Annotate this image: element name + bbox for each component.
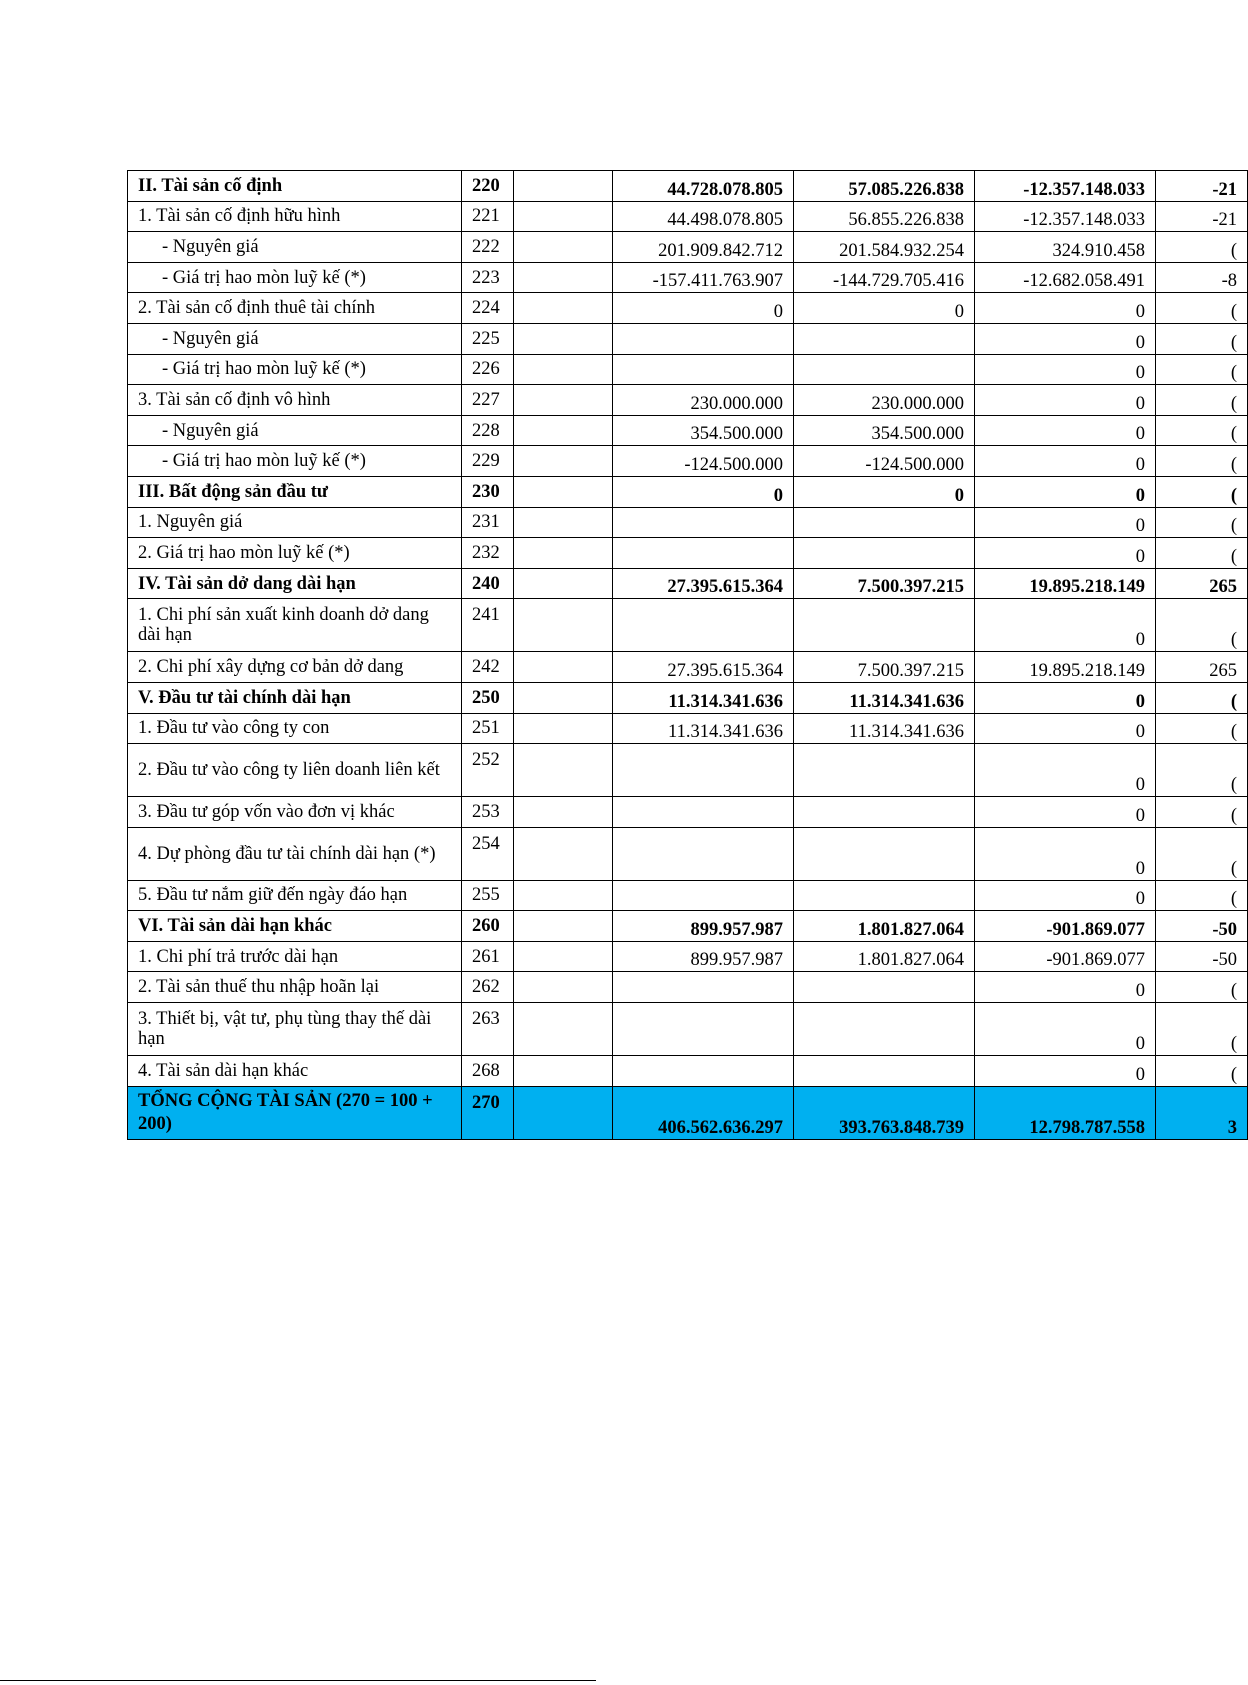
value-col-3: 19.895.218.149: [975, 568, 1156, 599]
row-code: 231: [462, 507, 514, 538]
value-col-3: 0: [975, 354, 1156, 385]
value-col-1: [613, 323, 794, 354]
value-col-4: (: [1156, 827, 1248, 880]
table-row: [128, 507, 1248, 538]
table-row: [128, 476, 1248, 507]
row-note: [514, 682, 613, 713]
value-col-1: [613, 1056, 794, 1087]
row-label: 4. Dự phòng đầu tư tài chính dài hạn (*): [128, 827, 462, 880]
value-col-1: [613, 880, 794, 911]
value-col-4: (: [1156, 713, 1248, 744]
row-label: III. Bất động sản đầu tư: [128, 476, 462, 507]
value-col-4: (: [1156, 880, 1248, 911]
value-col-2: 1.801.827.064: [794, 941, 975, 972]
value-col-2: 11.314.341.636: [794, 713, 975, 744]
table-row: [128, 744, 1248, 797]
table-row: [128, 1086, 1248, 1139]
row-label: - Nguyên giá: [128, 415, 462, 446]
value-col-2: 56.855.226.838: [794, 201, 975, 232]
table-row: [128, 652, 1248, 683]
row-code: 232: [462, 538, 514, 569]
value-col-4: (: [1156, 232, 1248, 263]
row-label: TỔNG CỘNG TÀI SẢN (270 = 100 + 200): [128, 1086, 462, 1139]
row-note: [514, 354, 613, 385]
row-label: 4. Tài sản dài hạn khác: [128, 1056, 462, 1087]
value-col-4: (: [1156, 476, 1248, 507]
row-label: 1. Chi phí sản xuất kinh doanh dở dang dài hạn: [128, 599, 462, 652]
row-label: 5. Đầu tư nắm giữ đến ngày đáo hạn: [128, 880, 462, 911]
value-col-3: 0: [975, 385, 1156, 416]
value-col-3: 0: [975, 744, 1156, 797]
row-note: [514, 1056, 613, 1087]
row-code: 255: [462, 880, 514, 911]
row-note: [514, 941, 613, 972]
value-col-2: 201.584.932.254: [794, 232, 975, 263]
row-code: 223: [462, 262, 514, 293]
row-code: 262: [462, 972, 514, 1003]
row-note: [514, 1086, 613, 1139]
balance-sheet: [127, 170, 1237, 1138]
row-note: [514, 446, 613, 477]
value-col-2: [794, 538, 975, 569]
row-note: [514, 507, 613, 538]
value-col-4: -8: [1156, 262, 1248, 293]
value-col-4: (: [1156, 599, 1248, 652]
value-col-2: [794, 880, 975, 911]
row-code: 240: [462, 568, 514, 599]
value-col-1: 27.395.615.364: [613, 652, 794, 683]
row-code: 270: [462, 1086, 514, 1139]
balance-sheet-table: [127, 170, 1248, 1140]
value-col-4: (: [1156, 323, 1248, 354]
value-col-3: 0: [975, 293, 1156, 324]
row-note: [514, 880, 613, 911]
row-label: IV. Tài sản dở dang dài hạn: [128, 568, 462, 599]
value-col-3: 0: [975, 599, 1156, 652]
row-code: 268: [462, 1056, 514, 1087]
table-row: [128, 713, 1248, 744]
row-code: 228: [462, 415, 514, 446]
row-label: VI. Tài sản dài hạn khác: [128, 911, 462, 942]
value-col-3: -12.682.058.491: [975, 262, 1156, 293]
row-code: 251: [462, 713, 514, 744]
table-body: [128, 171, 1248, 1140]
row-label: 3. Thiết bị, vật tư, phụ tùng thay thế dài hạn: [128, 1003, 462, 1056]
value-col-3: 0: [975, 476, 1156, 507]
row-code: 263: [462, 1003, 514, 1056]
value-col-2: [794, 1056, 975, 1087]
row-note: [514, 827, 613, 880]
value-col-3: 0: [975, 507, 1156, 538]
value-col-4: (: [1156, 972, 1248, 1003]
row-label: - Giá trị hao mòn luỹ kế (*): [128, 262, 462, 293]
value-col-1: [613, 354, 794, 385]
table-row: [128, 232, 1248, 263]
value-col-4: (: [1156, 415, 1248, 446]
value-col-4: (: [1156, 293, 1248, 324]
row-label: - Nguyên giá: [128, 232, 462, 263]
row-label: 3. Đầu tư góp vốn vào đơn vị khác: [128, 797, 462, 828]
value-col-4: (: [1156, 1003, 1248, 1056]
value-col-2: -144.729.705.416: [794, 262, 975, 293]
row-code: 220: [462, 171, 514, 202]
value-col-4: 3: [1156, 1086, 1248, 1139]
value-col-3: 0: [975, 1056, 1156, 1087]
row-label: - Giá trị hao mòn luỹ kế (*): [128, 446, 462, 477]
row-note: [514, 1003, 613, 1056]
row-label: 2. Đầu tư vào công ty liên doanh liên kết: [128, 744, 462, 797]
value-col-1: 44.728.078.805: [613, 171, 794, 202]
row-note: [514, 599, 613, 652]
row-note: [514, 972, 613, 1003]
value-col-1: -157.411.763.907: [613, 262, 794, 293]
table-row: [128, 911, 1248, 942]
value-col-2: [794, 797, 975, 828]
row-code: 229: [462, 446, 514, 477]
row-label: II. Tài sản cố định: [128, 171, 462, 202]
value-col-2: -124.500.000: [794, 446, 975, 477]
value-col-4: -50: [1156, 911, 1248, 942]
value-col-2: 0: [794, 476, 975, 507]
row-label: 3. Tài sản cố định vô hình: [128, 385, 462, 416]
table-row: [128, 827, 1248, 880]
value-col-4: (: [1156, 744, 1248, 797]
table-row: [128, 1003, 1248, 1056]
row-label: - Nguyên giá: [128, 323, 462, 354]
value-col-2: 230.000.000: [794, 385, 975, 416]
value-col-3: 0: [975, 446, 1156, 477]
row-code: 242: [462, 652, 514, 683]
value-col-1: 0: [613, 293, 794, 324]
value-col-4: (: [1156, 385, 1248, 416]
value-col-2: [794, 323, 975, 354]
value-col-2: 393.763.848.739: [794, 1086, 975, 1139]
row-code: 253: [462, 797, 514, 828]
value-col-3: 0: [975, 538, 1156, 569]
value-col-3: 324.910.458: [975, 232, 1156, 263]
row-code: 241: [462, 599, 514, 652]
value-col-1: 899.957.987: [613, 941, 794, 972]
table-row: [128, 171, 1248, 202]
value-col-1: 44.498.078.805: [613, 201, 794, 232]
row-note: [514, 568, 613, 599]
value-col-1: [613, 972, 794, 1003]
row-note: [514, 744, 613, 797]
value-col-3: 0: [975, 323, 1156, 354]
value-col-1: 0: [613, 476, 794, 507]
row-code: 250: [462, 682, 514, 713]
row-note: [514, 385, 613, 416]
value-col-3: 19.895.218.149: [975, 652, 1156, 683]
table-row: [128, 293, 1248, 324]
value-col-3: 0: [975, 713, 1156, 744]
table-row: [128, 880, 1248, 911]
value-col-1: [613, 827, 794, 880]
table-row: [128, 354, 1248, 385]
value-col-3: -12.357.148.033: [975, 201, 1156, 232]
value-col-2: [794, 1003, 975, 1056]
row-label: 2. Chi phí xây dựng cơ bản dở dang: [128, 652, 462, 683]
table-row: [128, 262, 1248, 293]
value-col-4: (: [1156, 507, 1248, 538]
table-row: [128, 599, 1248, 652]
row-label: 1. Đầu tư vào công ty con: [128, 713, 462, 744]
value-col-2: [794, 507, 975, 538]
row-note: [514, 797, 613, 828]
row-note: [514, 232, 613, 263]
row-code: 221: [462, 201, 514, 232]
value-col-2: 0: [794, 293, 975, 324]
value-col-4: (: [1156, 682, 1248, 713]
value-col-2: [794, 972, 975, 1003]
value-col-4: 265: [1156, 568, 1248, 599]
row-code: 230: [462, 476, 514, 507]
row-note: [514, 201, 613, 232]
value-col-4: -50: [1156, 941, 1248, 972]
value-col-1: [613, 599, 794, 652]
row-code: 225: [462, 323, 514, 354]
value-col-2: 7.500.397.215: [794, 652, 975, 683]
value-col-2: [794, 354, 975, 385]
value-col-1: 27.395.615.364: [613, 568, 794, 599]
value-col-1: [613, 797, 794, 828]
value-col-1: 230.000.000: [613, 385, 794, 416]
row-note: [514, 171, 613, 202]
value-col-3: 0: [975, 972, 1156, 1003]
value-col-3: 12.798.787.558: [975, 1086, 1156, 1139]
value-col-4: (: [1156, 1056, 1248, 1087]
row-label: - Giá trị hao mòn luỹ kế (*): [128, 354, 462, 385]
value-col-3: 0: [975, 682, 1156, 713]
value-col-1: 406.562.636.297: [613, 1086, 794, 1139]
row-note: [514, 652, 613, 683]
row-label: 2. Tài sản cố định thuê tài chính: [128, 293, 462, 324]
value-col-3: -12.357.148.033: [975, 171, 1156, 202]
value-col-3: 0: [975, 415, 1156, 446]
row-label: 1. Chi phí trả trước dài hạn: [128, 941, 462, 972]
value-col-1: [613, 507, 794, 538]
value-col-3: -901.869.077: [975, 941, 1156, 972]
value-col-1: 354.500.000: [613, 415, 794, 446]
row-note: [514, 538, 613, 569]
table-row: [128, 568, 1248, 599]
value-col-2: [794, 744, 975, 797]
row-code: 222: [462, 232, 514, 263]
row-code: 252: [462, 744, 514, 797]
value-col-1: 201.909.842.712: [613, 232, 794, 263]
value-col-1: [613, 538, 794, 569]
row-code: 224: [462, 293, 514, 324]
value-col-2: 11.314.341.636: [794, 682, 975, 713]
row-label: V. Đầu tư tài chính dài hạn: [128, 682, 462, 713]
value-col-2: [794, 599, 975, 652]
value-col-2: 1.801.827.064: [794, 911, 975, 942]
row-note: [514, 293, 613, 324]
table-row: [128, 201, 1248, 232]
value-col-3: 0: [975, 880, 1156, 911]
value-col-4: 265: [1156, 652, 1248, 683]
row-label: 1. Nguyên giá: [128, 507, 462, 538]
table-row: [128, 415, 1248, 446]
value-col-1: -124.500.000: [613, 446, 794, 477]
value-col-1: [613, 1003, 794, 1056]
value-col-3: 0: [975, 827, 1156, 880]
value-col-4: -21: [1156, 171, 1248, 202]
value-col-2: 354.500.000: [794, 415, 975, 446]
row-note: [514, 713, 613, 744]
row-code: 226: [462, 354, 514, 385]
value-col-4: (: [1156, 446, 1248, 477]
table-row: [128, 941, 1248, 972]
value-col-2: 57.085.226.838: [794, 171, 975, 202]
table-row: [128, 797, 1248, 828]
table-row: [128, 1056, 1248, 1087]
value-col-1: 11.314.341.636: [613, 713, 794, 744]
value-col-4: -21: [1156, 201, 1248, 232]
row-note: [514, 262, 613, 293]
row-note: [514, 476, 613, 507]
row-note: [514, 323, 613, 354]
footer-divider: [0, 1680, 596, 1681]
row-label: 2. Tài sản thuế thu nhập hoãn lại: [128, 972, 462, 1003]
table-row: [128, 972, 1248, 1003]
value-col-4: (: [1156, 797, 1248, 828]
value-col-3: -901.869.077: [975, 911, 1156, 942]
row-note: [514, 911, 613, 942]
value-col-2: 7.500.397.215: [794, 568, 975, 599]
row-note: [514, 415, 613, 446]
value-col-4: (: [1156, 538, 1248, 569]
row-label: 1. Tài sản cố định hữu hình: [128, 201, 462, 232]
value-col-3: 0: [975, 1003, 1156, 1056]
value-col-1: 899.957.987: [613, 911, 794, 942]
row-label: 2. Giá trị hao mòn luỹ kế (*): [128, 538, 462, 569]
table-row: [128, 538, 1248, 569]
value-col-2: [794, 827, 975, 880]
table-row: [128, 682, 1248, 713]
value-col-1: [613, 744, 794, 797]
row-code: 261: [462, 941, 514, 972]
value-col-3: 0: [975, 797, 1156, 828]
value-col-4: (: [1156, 354, 1248, 385]
row-code: 254: [462, 827, 514, 880]
value-col-1: 11.314.341.636: [613, 682, 794, 713]
row-code: 227: [462, 385, 514, 416]
table-row: [128, 446, 1248, 477]
row-code: 260: [462, 911, 514, 942]
table-row: [128, 385, 1248, 416]
table-row: [128, 323, 1248, 354]
